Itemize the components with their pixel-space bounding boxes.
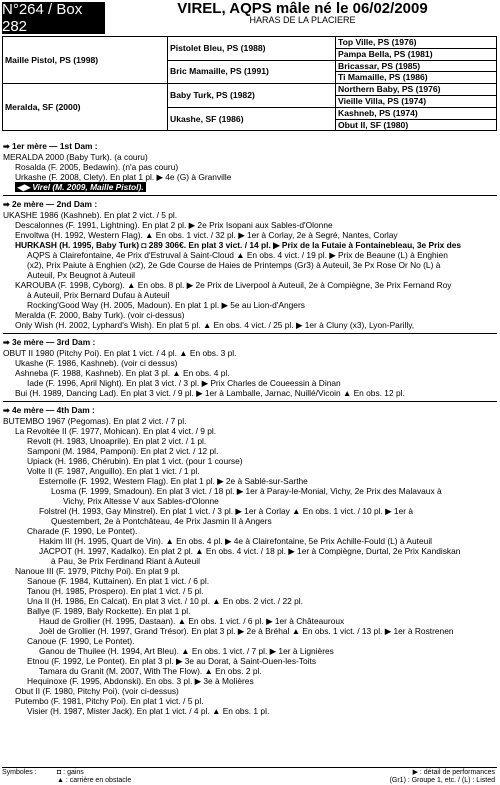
ancestor-cell: Obut II, SF (1980) bbox=[336, 119, 497, 131]
family-line: Hequinoxe (F. 1995, Abdonski). En obs. 3 pl. ▶ 3e à Molières bbox=[27, 676, 254, 686]
family-line: UKASHE 1986 (Kashneb). En plat 2 vict. / 5 pl. bbox=[3, 210, 178, 220]
family-line: Obut II (F. 1980, Pitchy Poi). (voir ci-dessus) bbox=[15, 686, 179, 696]
symbols-legend bbox=[2, 767, 497, 784]
divider bbox=[3, 401, 497, 402]
family-line: Etnou (F. 1992, Le Pontet). En plat 3 pl. ▶ 3e au Dorat, à Saint-Ouen-les-Toits bbox=[27, 656, 317, 666]
family-line: Ashneba (F. 1988, Kashneb). En plat 3 pl. ▲ En obs. 4 pl. bbox=[15, 368, 230, 378]
offered-horse-label: ◀▶ Virel (M. 2009, Maille Pistol). bbox=[17, 182, 144, 192]
fourth-dam-heading: ➡ 4e mère — 4th Dam : bbox=[3, 405, 95, 415]
family-line: Esternolle (F. 1992, Western Flag). En plat 1 pl. ▶ 2e à Sablé-sur-Sarthe bbox=[39, 476, 308, 486]
family-line: HURKASH (H. 1995, Baby Turk) ◘ 289 306€. En plat 3 vict. / 14 pl. ▶ Prix de la Futaie à Fontainebleau, 3e Prix des bbox=[15, 240, 462, 250]
family-line: Sanoue (F. 1984, Kuttainen). En plat 1 vict. / 6 pl. bbox=[27, 576, 210, 586]
family-line: Urkashe (F. 2008, Clety). En plat 1 pl. ▶ 4e (G) à Granville bbox=[15, 172, 232, 182]
family-line: Tamara du Granit (M. 2007, With The Flow). ▲ En obs. 2 pl. bbox=[39, 666, 262, 676]
third-dam-heading: ➡ 3e mère — 3rd Dam : bbox=[3, 337, 96, 347]
family-line: Tanou (H. 1985, Prospero). En plat 1 vict. / 5 pl. bbox=[27, 586, 204, 596]
arrow-right-icon: ➡ bbox=[3, 406, 12, 415]
family-line: BUTEMBO 1967 (Pegomas). En plat 2 vict. / 7 pl. bbox=[3, 416, 187, 426]
family-line: Descalonnes (F. 1991, Lightning). En plat 2 pl. ▶ 2e Prix Isopani aux Sables-d'Olonne bbox=[15, 220, 333, 230]
family-line: La Revoltée II (F. 1977, Mohican). En plat 4 vict. / 9 pl. bbox=[15, 426, 217, 436]
group-legend: (Gr1) : Groupe 1, etc. / (L) : Listed bbox=[389, 777, 495, 784]
family-line: Ballye (F. 1989, Baly Rockette). En plat 1 pl. bbox=[27, 606, 191, 616]
family-line: Losma (F. 1999, Smadoun). En plat 3 vict. / 18 pl. ▶ 1er à Paray-le-Monial, Vichy, 2e Prix des Malavaux à bbox=[51, 486, 442, 496]
performance-legend: ▶ : détail de performances bbox=[412, 769, 495, 776]
family-line: Questembert, 2e à Pontchâteau, 4e Prix Jasmin II à Angers bbox=[51, 516, 272, 526]
family-line: Haud de Grollier (H. 1995, Dastaan). ▲ En obs. 1 vict. / 6 pl. ▶ 1er à Châteauroux bbox=[39, 616, 345, 626]
family-line: Charade (F. 1990, Le Pontet). bbox=[27, 526, 138, 536]
family-line: Rocking'Good Way (H. 2005, Madoun). En plat 1 pl. ▶ 5e au Lion-d'Angers bbox=[27, 300, 305, 310]
family-line: Volte II (F. 1987, Anguillo). En plat 1 vict. / 1 pl. bbox=[27, 466, 200, 476]
family-line: Hakim III (H. 1995, Quart de Vin). ▲ En obs. 4 pl. ▶ 4e à Clairefontaine, 5e Prix Achille-Fould (L) à Auteuil bbox=[39, 536, 433, 546]
lot-number: N°264 / Box 282 bbox=[2, 1, 83, 35]
family-line: Nanoue III (F. 1979, Pitchy Poi). En plat 9 pl. bbox=[15, 566, 180, 576]
lot-number-box bbox=[2, 2, 105, 34]
damsire-cell: Baby Turk, PS (1982) bbox=[168, 84, 336, 108]
family-section bbox=[3, 141, 497, 716]
gains-legend: ◘ : gains bbox=[57, 769, 84, 776]
ancestor-cell: Vieille Villa, PS (1974) bbox=[336, 95, 497, 107]
second-dam-heading: ➡ 2e mère — 2nd Dam : bbox=[3, 199, 98, 209]
family-line: OBUT II 1980 (Pitchy Poi). En plat 1 vict. / 4 pl. ▲ En obs. 3 pl. bbox=[3, 348, 237, 358]
family-line: Samponi (M. 1984, Pamponi). En plat 2 vict. / 12 pl. bbox=[27, 446, 219, 456]
obstacle-legend: ▲ : carrière en obstacle bbox=[57, 777, 132, 784]
ancestor-cell: Ti Mamaille, PS (1986) bbox=[336, 72, 497, 84]
family-line: Rosalda (F. 2005, Bedawin). (n'a pas couru) bbox=[15, 162, 179, 172]
arrow-right-icon: ➡ bbox=[3, 338, 12, 347]
family-line: Meralda (F. 2000, Baby Turk). (voir ci-dessus) bbox=[15, 310, 185, 320]
divider bbox=[3, 333, 497, 334]
family-line: Vichy, Prix Altesse V aux Sables-d'Olonne bbox=[63, 496, 219, 506]
arrow-right-icon: ➡ bbox=[3, 200, 12, 209]
family-line: Bui (H. 1989, Dancing Lad). En plat 3 vict. / 9 pl. ▶ 1er à Lamballe, Jarnac, Nuillé/Vicoin ▲ En obs. 12 pl. bbox=[15, 388, 405, 398]
family-line: Visier (H. 1987, Mister Jack). En plat 1 vict. / 4 pl. ▲ En obs. 1 pl. bbox=[27, 706, 270, 716]
family-line: Revolt (H. 1983, Unoaprile). En plat 2 vict. / 1 pl. bbox=[27, 436, 207, 446]
ancestor-cell: Bricassar, PS (1985) bbox=[336, 60, 497, 72]
family-line: Folstrel (H. 1993, Gay Minstrel). En plat 1 vict. / 3 pl. ▶ 1er à Corlay ▲ En obs. 1 vict. / 10 pl. ▶ 1er à bbox=[39, 506, 413, 516]
second-dam-cell: Ukashe, SF (1986) bbox=[168, 107, 336, 131]
family-line: Envoltwa (H. 1992, Western Flag). ▲ En obs. 1 vict. / 32 pl. ▶ 1er à Corlay, 2e à Segré, Nantes, Corlay bbox=[15, 230, 398, 240]
ancestor-cell: Top Ville, PS (1976) bbox=[336, 37, 497, 49]
pedigree-table bbox=[2, 36, 497, 131]
family-line: AQPS à Clairefontaine, 4e Prix d'Estruval à Saint-Cloud ▲ En obs. 4 vict. / 19 pl. ▶ Prix de Beaune (L) à Enghien bbox=[27, 250, 448, 260]
arrow-right-icon: ➡ bbox=[3, 142, 12, 151]
family-line: JACPOT (H. 1997, Kadalko). En plat 2 pl. ▲ En obs. 4 vict. / 18 pl. ▶ 1er à Compiègne, Durtal, 2e Prix Kandiskan bbox=[39, 546, 461, 556]
granddam-cell: Bric Mamaille, PS (1991) bbox=[168, 60, 336, 84]
family-line: Ukashe (F. 1986, Kashneb). (voir ci dessus) bbox=[15, 358, 178, 368]
ancestor-cell: Kashneb, PS (1974) bbox=[336, 107, 497, 119]
family-line: Iade (F. 1996, April Night). En plat 3 vict. / 3 pl. ▶ Prix Charles de Coueessin à Dinan bbox=[27, 378, 341, 388]
family-line: Una II (H. 1986, En Calcat). En plat 3 vict. / 10 pl. ▲ En obs. 2 vict. / 22 pl. bbox=[27, 596, 303, 606]
family-line: Putembo (F. 1981, Pitchy Poi). En plat 1 vict. / 5 pl. bbox=[15, 696, 204, 706]
family-line: à Pau, 3e Prix Ferdinand Riant à Auteuil bbox=[51, 556, 200, 566]
family-line: Auteuil, Px Beugnot à Auteuil bbox=[27, 270, 136, 280]
ancestor-cell: Pampa Bella, PS (1981) bbox=[336, 48, 497, 60]
family-line: Only Wish (H. 2002, Lyphard's Wish). En plat 5 pl. ▲ En obs. 4 vict. / 25 pl. ▶ 1er à Cluny (x3), Lyon-Parilly, bbox=[15, 320, 415, 330]
symbols-label: Symboles : bbox=[2, 769, 37, 776]
dam-cell: Meralda, SF (2000) bbox=[3, 84, 168, 131]
family-line: MERALDA 2000 (Baby Turk). (a couru) bbox=[3, 152, 148, 162]
divider bbox=[3, 195, 497, 196]
family-line: Ganou de Thuilee (H. 1994, Art Bleu). ▲ En obs. 1 vict. / 7 pl. ▶ 1er à Lignières bbox=[39, 646, 334, 656]
grandsire-cell: Pistolet Bleu, PS (1988) bbox=[168, 37, 336, 61]
family-line: KAROUBA (F. 1998, Cyborg). ▲ En obs. 8 pl. ▶ 2e Prix de Liverpool à Auteuil, 2e à Compiègne, 3e Prix Fernand Roy bbox=[15, 280, 452, 290]
sire-cell: Maille Pistol, PS (1998) bbox=[3, 37, 168, 84]
family-line-highlight bbox=[3, 182, 497, 192]
family-line: à Auteuil, Prix Bernard Dufau à Auteuil bbox=[27, 290, 170, 300]
family-line: Upiack (H. 1986, Chérubin). En plat 1 vict. (pour 1 course) bbox=[27, 456, 243, 466]
family-line: Canoue (F. 1990, Le Pontet). bbox=[27, 636, 135, 646]
ancestor-cell: Northern Baby, PS (1976) bbox=[336, 84, 497, 96]
family-line: Joël de Grollier (H. 1997, Grand Trésor). En plat 3 pl. ▶ 2e à Bréhal ▲ En obs. 1 vict. / 13 pl. ▶ 1er à Rostrenen bbox=[39, 626, 454, 636]
family-line: (x2), Prix Paiute à Enghien (x2), 2e Gde Course de Haies de Printemps (Gr3) à Auteuil, 3e Px Rose Or No (L) à bbox=[27, 260, 441, 270]
breeder-name: HARAS DE LA PLACIERE bbox=[249, 15, 356, 25]
first-dam-heading: ➡ 1er mère — 1st Dam : bbox=[3, 141, 98, 151]
horse-title: VIREL, AQPS mâle né le 06/02/2009 bbox=[177, 0, 428, 17]
